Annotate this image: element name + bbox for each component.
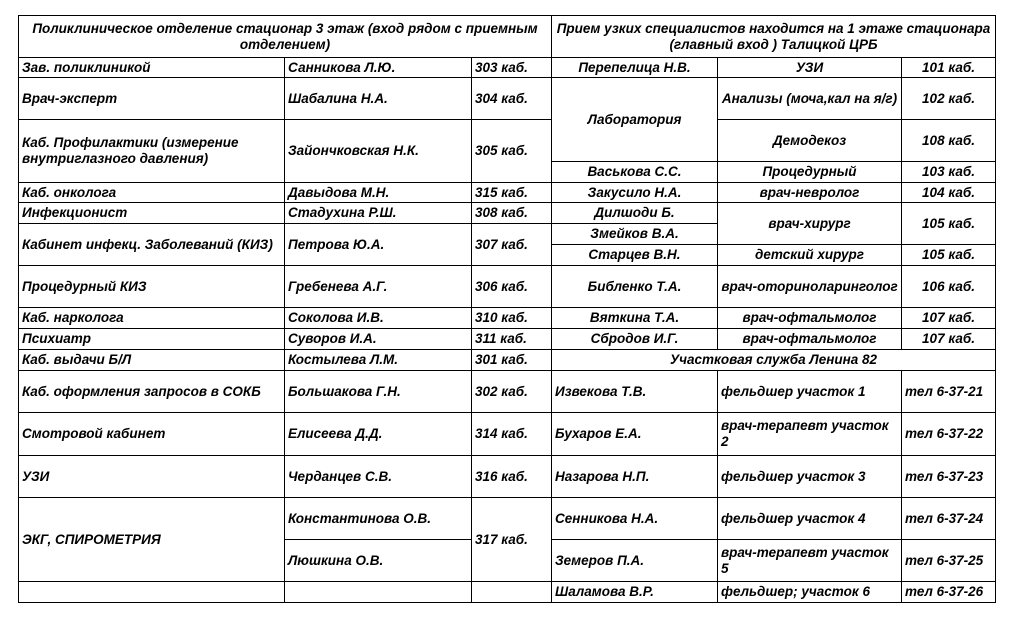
specialty: врач-невролог — [718, 183, 902, 203]
table-row — [19, 308, 996, 329]
cabinet-number: 106 каб. — [902, 266, 996, 308]
room-name: Врач-эксперт — [19, 78, 285, 120]
empty-cell — [472, 582, 552, 603]
specialist-name: Закусило Н.А. — [552, 183, 718, 203]
district-role: фельдшер участок 1 — [718, 371, 902, 413]
district-role: врач-терапевт участок 5 — [718, 540, 902, 582]
cabinet-number: 301 каб. — [472, 350, 552, 371]
doctor-name: Петрова Ю.А. — [285, 224, 472, 266]
district-role: фельдшер участок 3 — [718, 456, 902, 498]
right-header: Прием узких специалистов находится на 1 этаже стационара (главный вход ) Талицкой ЦРБ — [552, 16, 996, 58]
doctor-name: Санникова Л.Ю. — [285, 58, 472, 78]
cabinet-number: 105 каб. — [902, 245, 996, 266]
room-name: Смотровой кабинет — [19, 413, 285, 456]
empty-cell — [285, 582, 472, 603]
table-row — [19, 329, 996, 350]
doctor-name: Суворов И.А. — [285, 329, 472, 350]
specialty: Анализы (моча,кал на я/г) — [718, 78, 902, 120]
cabinet-number: 107 каб. — [902, 308, 996, 329]
specialty: УЗИ — [718, 58, 902, 78]
specialty: детский хирург — [718, 245, 902, 266]
doctor-name: Константинова О.В. — [285, 498, 472, 540]
doctor-name: Черданцев С.В. — [285, 456, 472, 498]
specialty: врач-офтальмолог — [718, 308, 902, 329]
table-row — [19, 58, 996, 78]
header-row — [19, 16, 996, 58]
cabinet-number: 108 каб. — [902, 120, 996, 162]
district-doctor: Бухаров Е.А. — [552, 413, 718, 456]
doctor-name: Шабалина Н.А. — [285, 78, 472, 120]
room-name: Каб. нарколога — [19, 308, 285, 329]
room-name: Психиатр — [19, 329, 285, 350]
district-phone: тел 6-37-24 — [902, 498, 996, 540]
cabinet-number: 310 каб. — [472, 308, 552, 329]
cabinet-number: 315 каб. — [472, 183, 552, 203]
specialist-name: Старцев В.Н. — [552, 245, 718, 266]
district-doctor: Сенникова Н.А. — [552, 498, 718, 540]
room-name: Каб. Профилактики (измерение внутриглазного давления) — [19, 120, 285, 183]
doctor-name: Давыдова М.Н. — [285, 183, 472, 203]
specialist-name: Васькова С.С. — [552, 162, 718, 183]
cabinet-number: 101 каб. — [902, 58, 996, 78]
doctor-name: Люшкина О.В. — [285, 540, 472, 582]
district-phone: тел 6-37-21 — [902, 371, 996, 413]
specialty: врач-офтальмолог — [718, 329, 902, 350]
cabinet-number: 306 каб. — [472, 266, 552, 308]
district-phone: тел 6-37-23 — [902, 456, 996, 498]
specialist-name: Дилшоди Б. — [552, 203, 718, 224]
specialty: врач-хирург — [718, 203, 902, 245]
room-name: УЗИ — [19, 456, 285, 498]
specialty: Демодекоз — [718, 120, 902, 162]
doctor-name: Гребенева А.Г. — [285, 266, 472, 308]
cabinet-number: 308 каб. — [472, 203, 552, 224]
district-doctor: Земеров П.А. — [552, 540, 718, 582]
cabinet-number: 316 каб. — [472, 456, 552, 498]
room-name: Каб. онколога — [19, 183, 285, 203]
schedule-table — [18, 15, 996, 603]
doctor-name: Зайончковская Н.К. — [285, 120, 472, 183]
table-row — [19, 371, 996, 413]
district-phone: тел 6-37-25 — [902, 540, 996, 582]
doctor-name: Стадухина Р.Ш. — [285, 203, 472, 224]
cabinet-number: 307 каб. — [472, 224, 552, 266]
district-doctor: Назарова Н.П. — [552, 456, 718, 498]
table-row — [19, 78, 996, 120]
table-row — [19, 266, 996, 308]
cabinet-number: 304 каб. — [472, 78, 552, 120]
district-doctor: Шаламова В.Р. — [552, 582, 718, 603]
room-name: Каб. оформления запросов в СОКБ — [19, 371, 285, 413]
room-name: Зав. поликлиникой — [19, 58, 285, 78]
laboratory-cell: Лаборатория — [552, 78, 718, 162]
table-row — [19, 582, 996, 603]
room-name: Процедурный КИЗ — [19, 266, 285, 308]
doctor-name: Костылева Л.М. — [285, 350, 472, 371]
table-row — [19, 350, 996, 371]
district-phone: тел 6-37-26 — [902, 582, 996, 603]
cabinet-number: 314 каб. — [472, 413, 552, 456]
cabinet-number: 311 каб. — [472, 329, 552, 350]
specialty: врач-оториноларинголог — [718, 266, 902, 308]
district-phone: тел 6-37-22 — [902, 413, 996, 456]
table-row — [19, 120, 996, 162]
district-role: фельдшер; участок 6 — [718, 582, 902, 603]
specialist-name: Змейков В.А. — [552, 224, 718, 245]
empty-cell — [19, 582, 285, 603]
table-row — [19, 413, 996, 456]
cabinet-number: 107 каб. — [902, 329, 996, 350]
cabinet-number: 317 каб. — [472, 498, 552, 582]
specialist-name: Сбродов И.Г. — [552, 329, 718, 350]
table-row — [19, 456, 996, 498]
room-name: Инфекционист — [19, 203, 285, 224]
cabinet-number: 103 каб. — [902, 162, 996, 183]
district-header: Участковая служба Ленина 82 — [552, 350, 996, 371]
specialist-name: Вяткина Т.А. — [552, 308, 718, 329]
room-name: Кабинет инфекц. Заболеваний (КИЗ) — [19, 224, 285, 266]
cabinet-number: 102 каб. — [902, 78, 996, 120]
cabinet-number: 303 каб. — [472, 58, 552, 78]
district-role: врач-терапевт участок 2 — [718, 413, 902, 456]
district-role: фельдшер участок 4 — [718, 498, 902, 540]
table-row — [19, 498, 996, 540]
table-row — [19, 183, 996, 203]
specialty: Процедурный — [718, 162, 902, 183]
specialist-name: Перепелица Н.В. — [552, 58, 718, 78]
room-name: Каб. выдачи Б/Л — [19, 350, 285, 371]
specialist-name: Библенко Т.А. — [552, 266, 718, 308]
cabinet-number: 105 каб. — [902, 203, 996, 245]
doctor-name: Соколова И.В. — [285, 308, 472, 329]
district-doctor: Извекова Т.В. — [552, 371, 718, 413]
doctor-name: Елисеева Д.Д. — [285, 413, 472, 456]
cabinet-number: 305 каб. — [472, 120, 552, 183]
room-name: ЭКГ, СПИРОМЕТРИЯ — [19, 498, 285, 582]
left-header: Поликлиническое отделение стационар 3 этаж (вход рядом с приемным отделением) — [19, 16, 552, 58]
cabinet-number: 104 каб. — [902, 183, 996, 203]
doctor-name: Большакова Г.Н. — [285, 371, 472, 413]
cabinet-number: 302 каб. — [472, 371, 552, 413]
table-row — [19, 203, 996, 224]
